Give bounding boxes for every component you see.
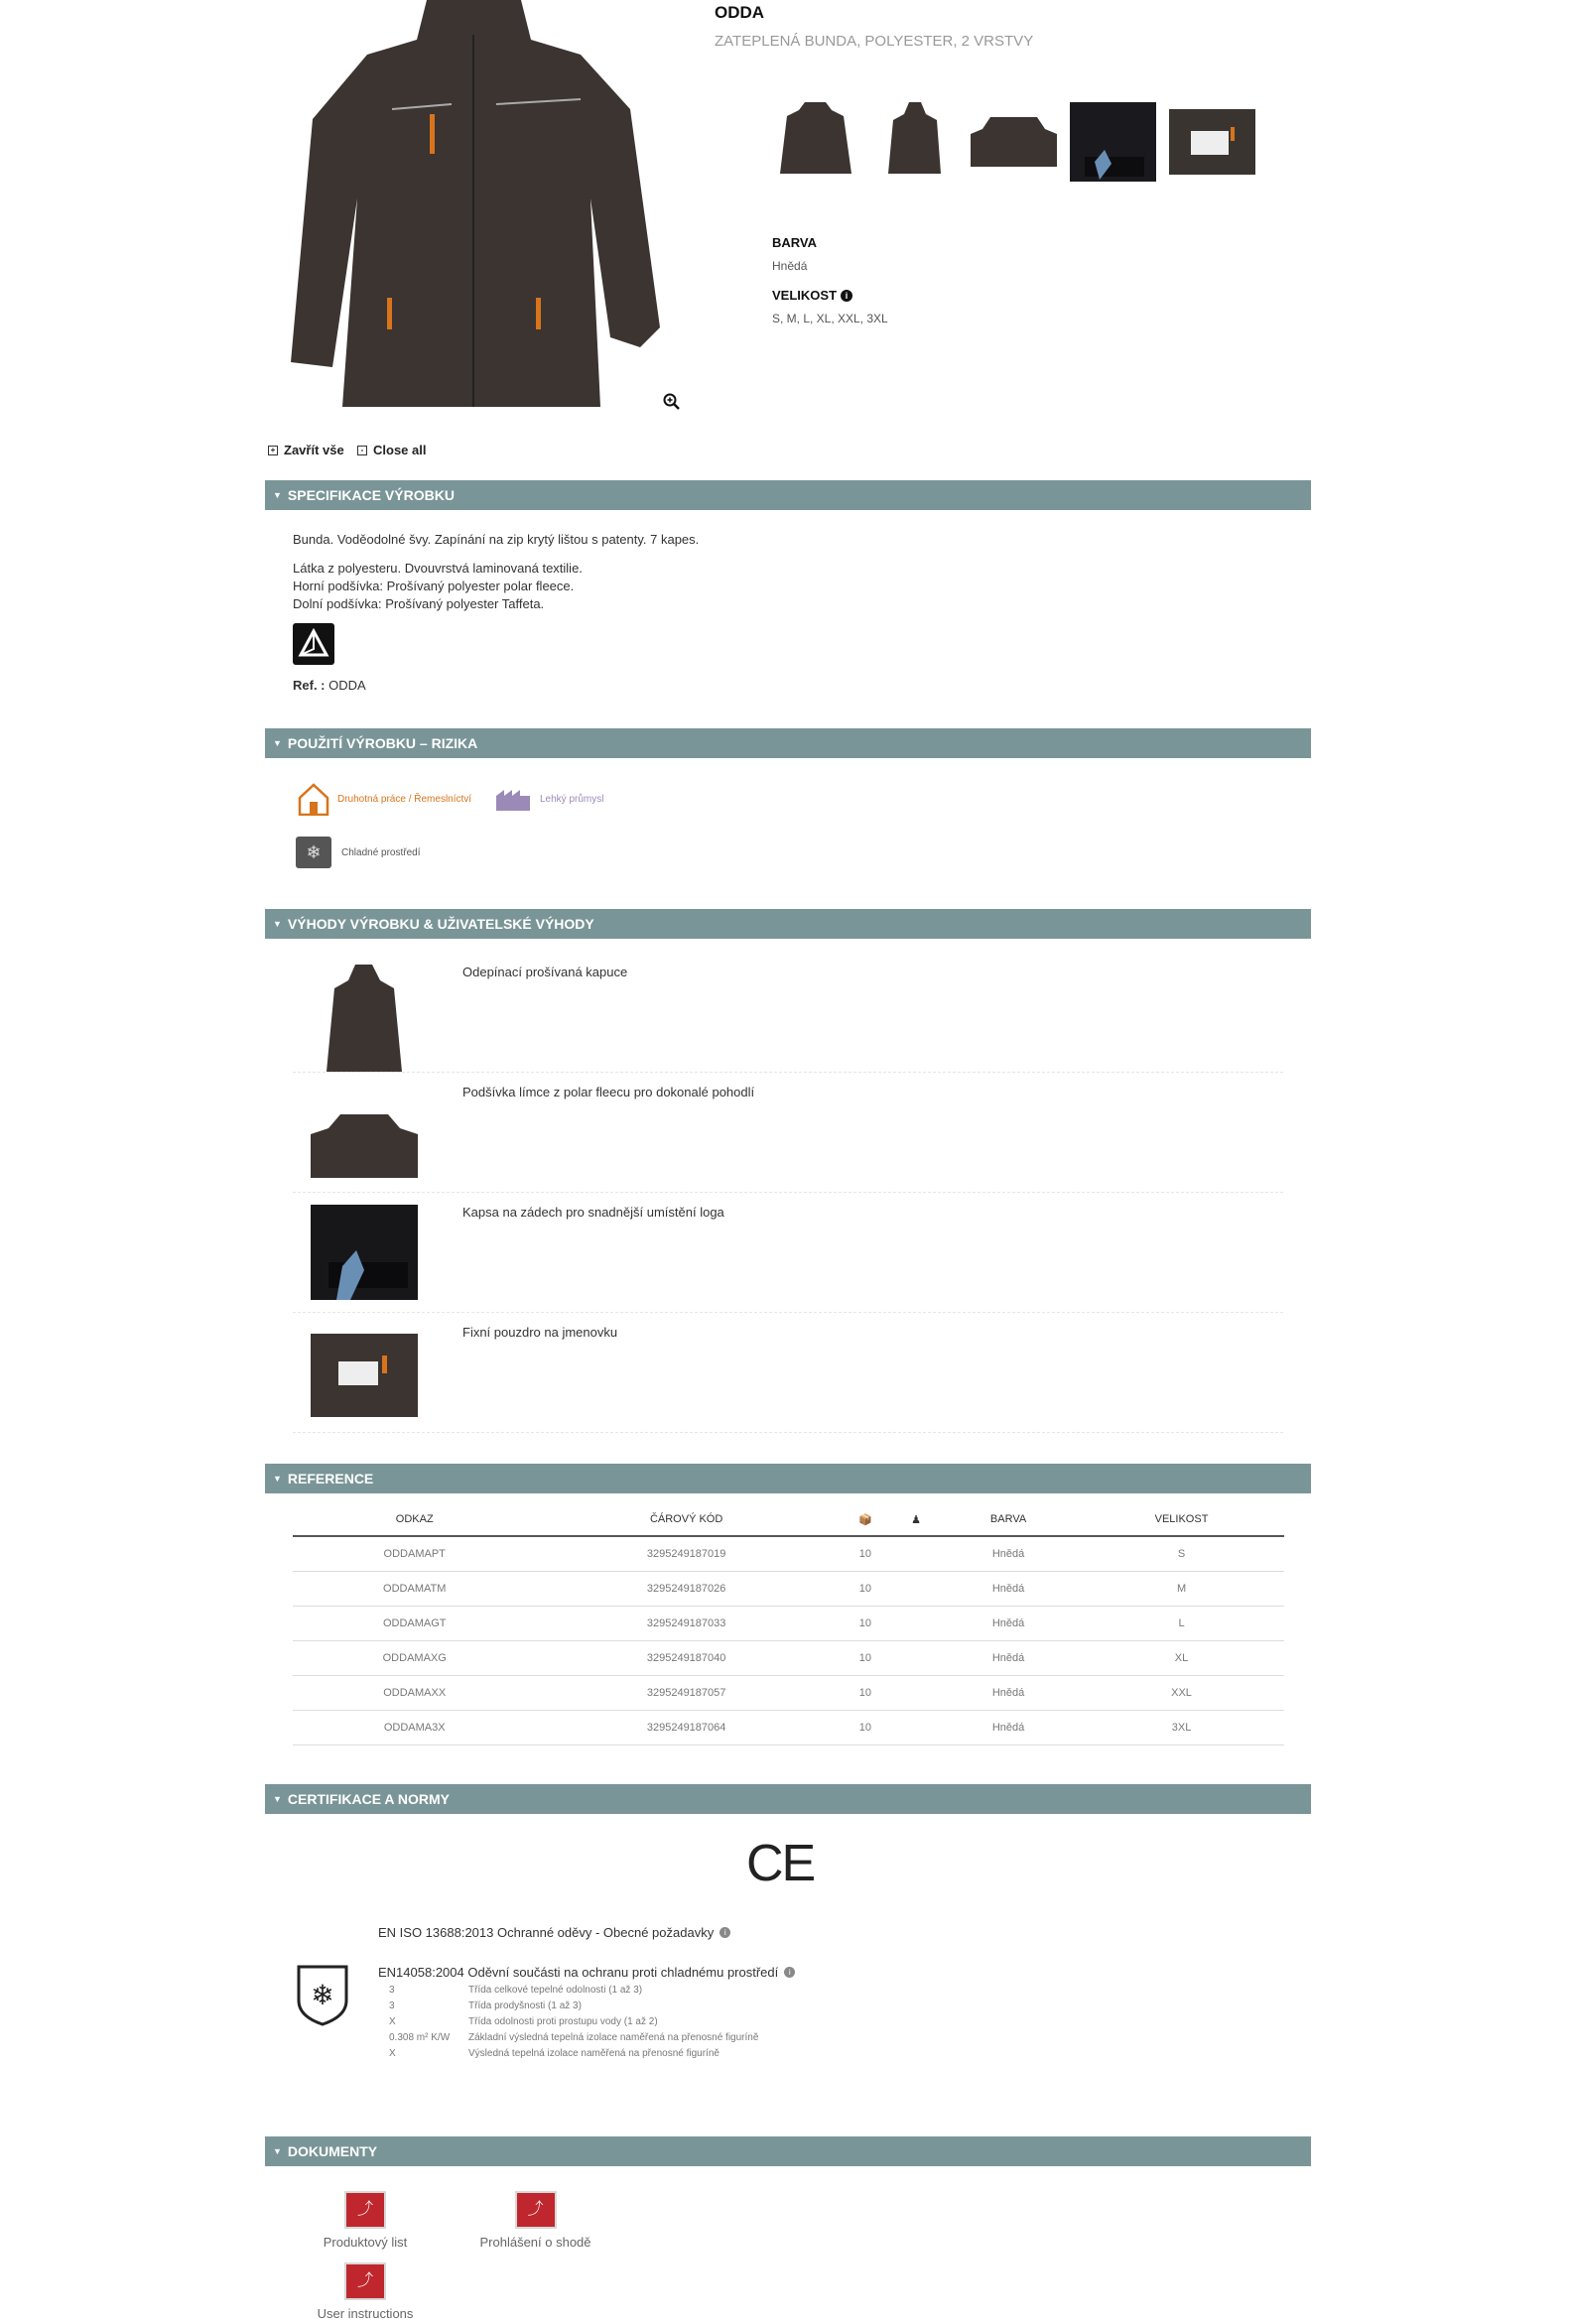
close-all-toggle[interactable]: - Close all — [357, 443, 426, 457]
zoom-icon[interactable] — [663, 393, 681, 411]
benefit-image-hood — [311, 965, 418, 1060]
pdf-icon: ⤴ — [515, 2191, 557, 2229]
norm-2: EN14058:2004 Oděvní součásti na ochranu proti chladnému prostředí i — [378, 1965, 795, 1980]
open-all-toggle[interactable]: + Zavřít vše — [268, 443, 344, 457]
table-row: ODDAMAXG 3295249187040 10 Hnědá XL — [293, 1641, 1284, 1676]
section-header-benefits[interactable]: ▼ VÝHODY VÝROBKU & UŽIVATELSKÉ VÝHODY — [265, 909, 1311, 939]
plus-square-icon: + — [268, 446, 278, 455]
thumbnail-collar[interactable] — [971, 109, 1057, 167]
caret-down-icon: ▼ — [273, 1474, 282, 1484]
person-icon: ♟ — [894, 1503, 938, 1536]
box-icon: 📦 — [837, 1503, 894, 1536]
list-item: Podšívka límce z polar fleecu pro dokonalé pohodlí — [293, 1073, 1283, 1193]
list-item: Odepínací prošívaná kapuce — [293, 953, 1283, 1073]
product-main-image[interactable] — [283, 0, 670, 427]
thumbnail-hood[interactable] — [871, 102, 958, 176]
thumbnail-name-pouch[interactable] — [1169, 109, 1255, 175]
doc-declaration[interactable]: ⤴ Prohlášení o shodě — [473, 2191, 597, 2250]
norm-detail-row: 3 Třída celkové tepelné odolnosti (1 až 3) — [389, 1985, 643, 1996]
thumbnail-back-pocket[interactable] — [1070, 102, 1156, 182]
pdf-icon: ⤴ — [344, 2262, 386, 2300]
table-row: ODDAMA3X 3295249187064 10 Hnědá 3XL — [293, 1711, 1284, 1745]
usage-item-cold: ❄ Chladné prostředí — [296, 837, 421, 868]
benefit-image-name-pouch — [311, 1334, 418, 1417]
info-icon[interactable]: i — [784, 1967, 795, 1978]
reference-table — [293, 1503, 1284, 1745]
info-icon[interactable]: i — [720, 1927, 730, 1938]
section-header-docs[interactable]: ▼ DOKUMENTY — [265, 2136, 1311, 2166]
norm-detail-row: X Výsledná tepelná izolace naměřená na přenosné figuríně — [389, 2048, 720, 2059]
ce-mark: CE — [746, 1835, 815, 1892]
norm-1: EN ISO 13688:2013 Ochranné oděvy - Obecné požadavky i — [378, 1925, 730, 1940]
caret-down-icon: ▼ — [273, 490, 282, 500]
spec-ref: Ref. : ODDA — [293, 678, 366, 693]
info-icon[interactable]: i — [841, 290, 852, 302]
caret-down-icon: ▼ — [273, 1794, 282, 1804]
factory-icon — [494, 786, 532, 812]
cold-protection-icon — [295, 1963, 350, 2026]
usage-item-crafts: Druhotná práce / Řemeslníctví — [296, 782, 471, 816]
section-header-spec[interactable]: ▼ SPECIFIKACE VÝROBKU — [265, 480, 1311, 510]
list-item: Fixní pouzdro na jmenovku — [293, 1313, 1283, 1433]
size-value: S, M, L, XL, XXL, 3XL — [772, 312, 888, 325]
spec-line-1: Bunda. Voděodolné švy. Zapínání na zip krytý lištou s patenty. 7 kapes. — [293, 532, 700, 547]
spec-line-2: Látka z polyesteru. Dvouvrstvá laminovaná textilie. — [293, 561, 583, 576]
house-icon — [296, 782, 331, 816]
size-label: VELIKOST i — [772, 288, 852, 303]
benefit-image-collar — [311, 1085, 418, 1180]
product-subtitle: ZATEPLENÁ BUNDA, POLYESTER, 2 VRSTVY — [715, 33, 1034, 50]
list-item: Kapsa na zádech pro snadnější umístění loga — [293, 1193, 1283, 1313]
norm-detail-row: 3 Třída prodyšnosti (1 až 3) — [389, 2001, 582, 2011]
color-label: BARVA — [772, 235, 818, 250]
benefit-image-back-pocket — [311, 1205, 418, 1300]
pdf-icon: ⤴ — [344, 2191, 386, 2229]
minus-square-icon: - — [357, 446, 367, 455]
usage-item-industry: Lehký průmysl — [494, 786, 603, 812]
caret-down-icon: ▼ — [273, 2146, 282, 2156]
norm-detail-row: 0.308 m² K/W Základní výsledná tepelná izolace naměřená na přenosné figuríně — [389, 2032, 759, 2043]
section-header-cert[interactable]: ▼ CERTIFIKACE A NORMY — [265, 1784, 1311, 1814]
svg-text:❄: ❄ — [311, 1979, 334, 2011]
snowflake-icon: ❄ — [296, 837, 331, 868]
table-row: ODDAMATM 3295249187026 10 Hnědá M — [293, 1572, 1284, 1607]
table-row: ODDAMAGT 3295249187033 10 Hnědá L — [293, 1607, 1284, 1641]
norm-detail-row: X Třída odolnosti proti prostupu vody (1 až 2) — [389, 2016, 658, 2027]
caret-down-icon: ▼ — [273, 738, 282, 748]
table-row: ODDAMAXX 3295249187057 10 Hnědá XXL — [293, 1676, 1284, 1711]
caret-down-icon: ▼ — [273, 919, 282, 929]
spec-line-4: Dolní podšívka: Prošívaný polyester Taffeta. — [293, 596, 545, 611]
doc-product-sheet[interactable]: ⤴ Produktový list — [310, 2191, 421, 2250]
doc-user-instructions[interactable]: ⤴ User instructions — [310, 2262, 421, 2321]
color-value: Hnědá — [772, 259, 808, 273]
thumbnail-front[interactable] — [772, 102, 858, 176]
brand-logo-icon — [293, 623, 334, 665]
section-header-usage[interactable]: ▼ POUŽITÍ VÝROBKU – RIZIKA — [265, 728, 1311, 758]
section-header-reference[interactable]: ▼ REFERENCE — [265, 1464, 1311, 1493]
product-title: ODDA — [715, 3, 765, 22]
table-header-row: ODKAZ ČÁROVÝ KÓD 📦 ♟ BARVA VELIKOST — [293, 1503, 1284, 1536]
spec-line-3: Horní podšívka: Prošívaný polyester polar fleece. — [293, 579, 575, 593]
table-row: ODDAMAPT 3295249187019 10 Hnědá S — [293, 1536, 1284, 1572]
